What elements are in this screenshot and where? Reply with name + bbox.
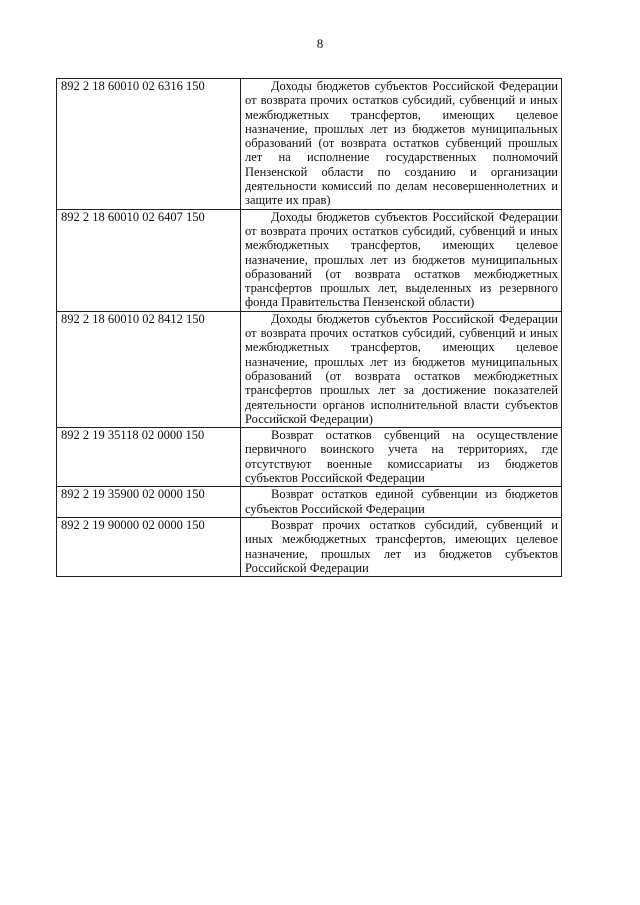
description-cell: Возврат прочих остатков субсидий, субвенций и иных межбюджетных трансфертов, имеющих целевое назначение, прошлых лет из бюджетов субъектов Российской Федерации — [241, 517, 562, 576]
table-row — [57, 79, 562, 210]
code-cell: 892 2 18 60010 02 8412 150 — [57, 311, 241, 427]
table-row — [57, 209, 562, 311]
description-cell: Возврат остатков единой субвенции из бюджетов субъектов Российской Федерации — [241, 487, 562, 518]
table-row — [57, 487, 562, 518]
code-cell: 892 2 18 60010 02 6316 150 — [57, 79, 241, 210]
code-cell: 892 2 19 90000 02 0000 150 — [57, 517, 241, 576]
table-row — [57, 428, 562, 487]
table-row — [57, 517, 562, 576]
description-cell: Доходы бюджетов субъектов Российской Федерации от возврата прочих остатков субсидий, субвенций и иных межбюджетных трансфертов, имеющих целевое назначение, прошлых лет из бюджетов муниципальных образований (от возврата остатков межбюджетных трансфертов прошлых лет, выделенных из резервного фонда Правительства Пензенской области) — [241, 209, 562, 311]
code-cell: 892 2 18 60010 02 6407 150 — [57, 209, 241, 311]
budget-codes-table — [56, 78, 562, 577]
description-cell: Возврат остатков субвенций на осуществление первичного воинского учета на территориях, где отсутствуют военные комиссариаты из бюджетов субъектов Российской Федерации — [241, 428, 562, 487]
table-row — [57, 311, 562, 427]
page-number: 8 — [316, 36, 324, 51]
description-cell: Доходы бюджетов субъектов Российской Федерации от возврата прочих остатков субсидий, субвенций и иных межбюджетных трансфертов, имеющих целевое назначение, прошлых лет из бюджетов муниципальных образований (от возврата остатков субвенций прошлых лет на исполнение государственных полномочий Пензенской области по созданию и организации деятельности комиссий по делам несовершеннолетних и защите их прав) — [241, 79, 562, 210]
code-cell: 892 2 19 35118 02 0000 150 — [57, 428, 241, 487]
description-cell: Доходы бюджетов субъектов Российской Федерации от возврата прочих остатков субсидий, субвенций и иных межбюджетных трансфертов, имеющих целевое назначение, прошлых лет из бюджетов муниципальных образований (от возврата остатков межбюджетных трансфертов прошлых лет за достижение показателей деятельности органов исполнительной власти субъектов Российской Федерации) — [241, 311, 562, 427]
code-cell: 892 2 19 35900 02 0000 150 — [57, 487, 241, 518]
